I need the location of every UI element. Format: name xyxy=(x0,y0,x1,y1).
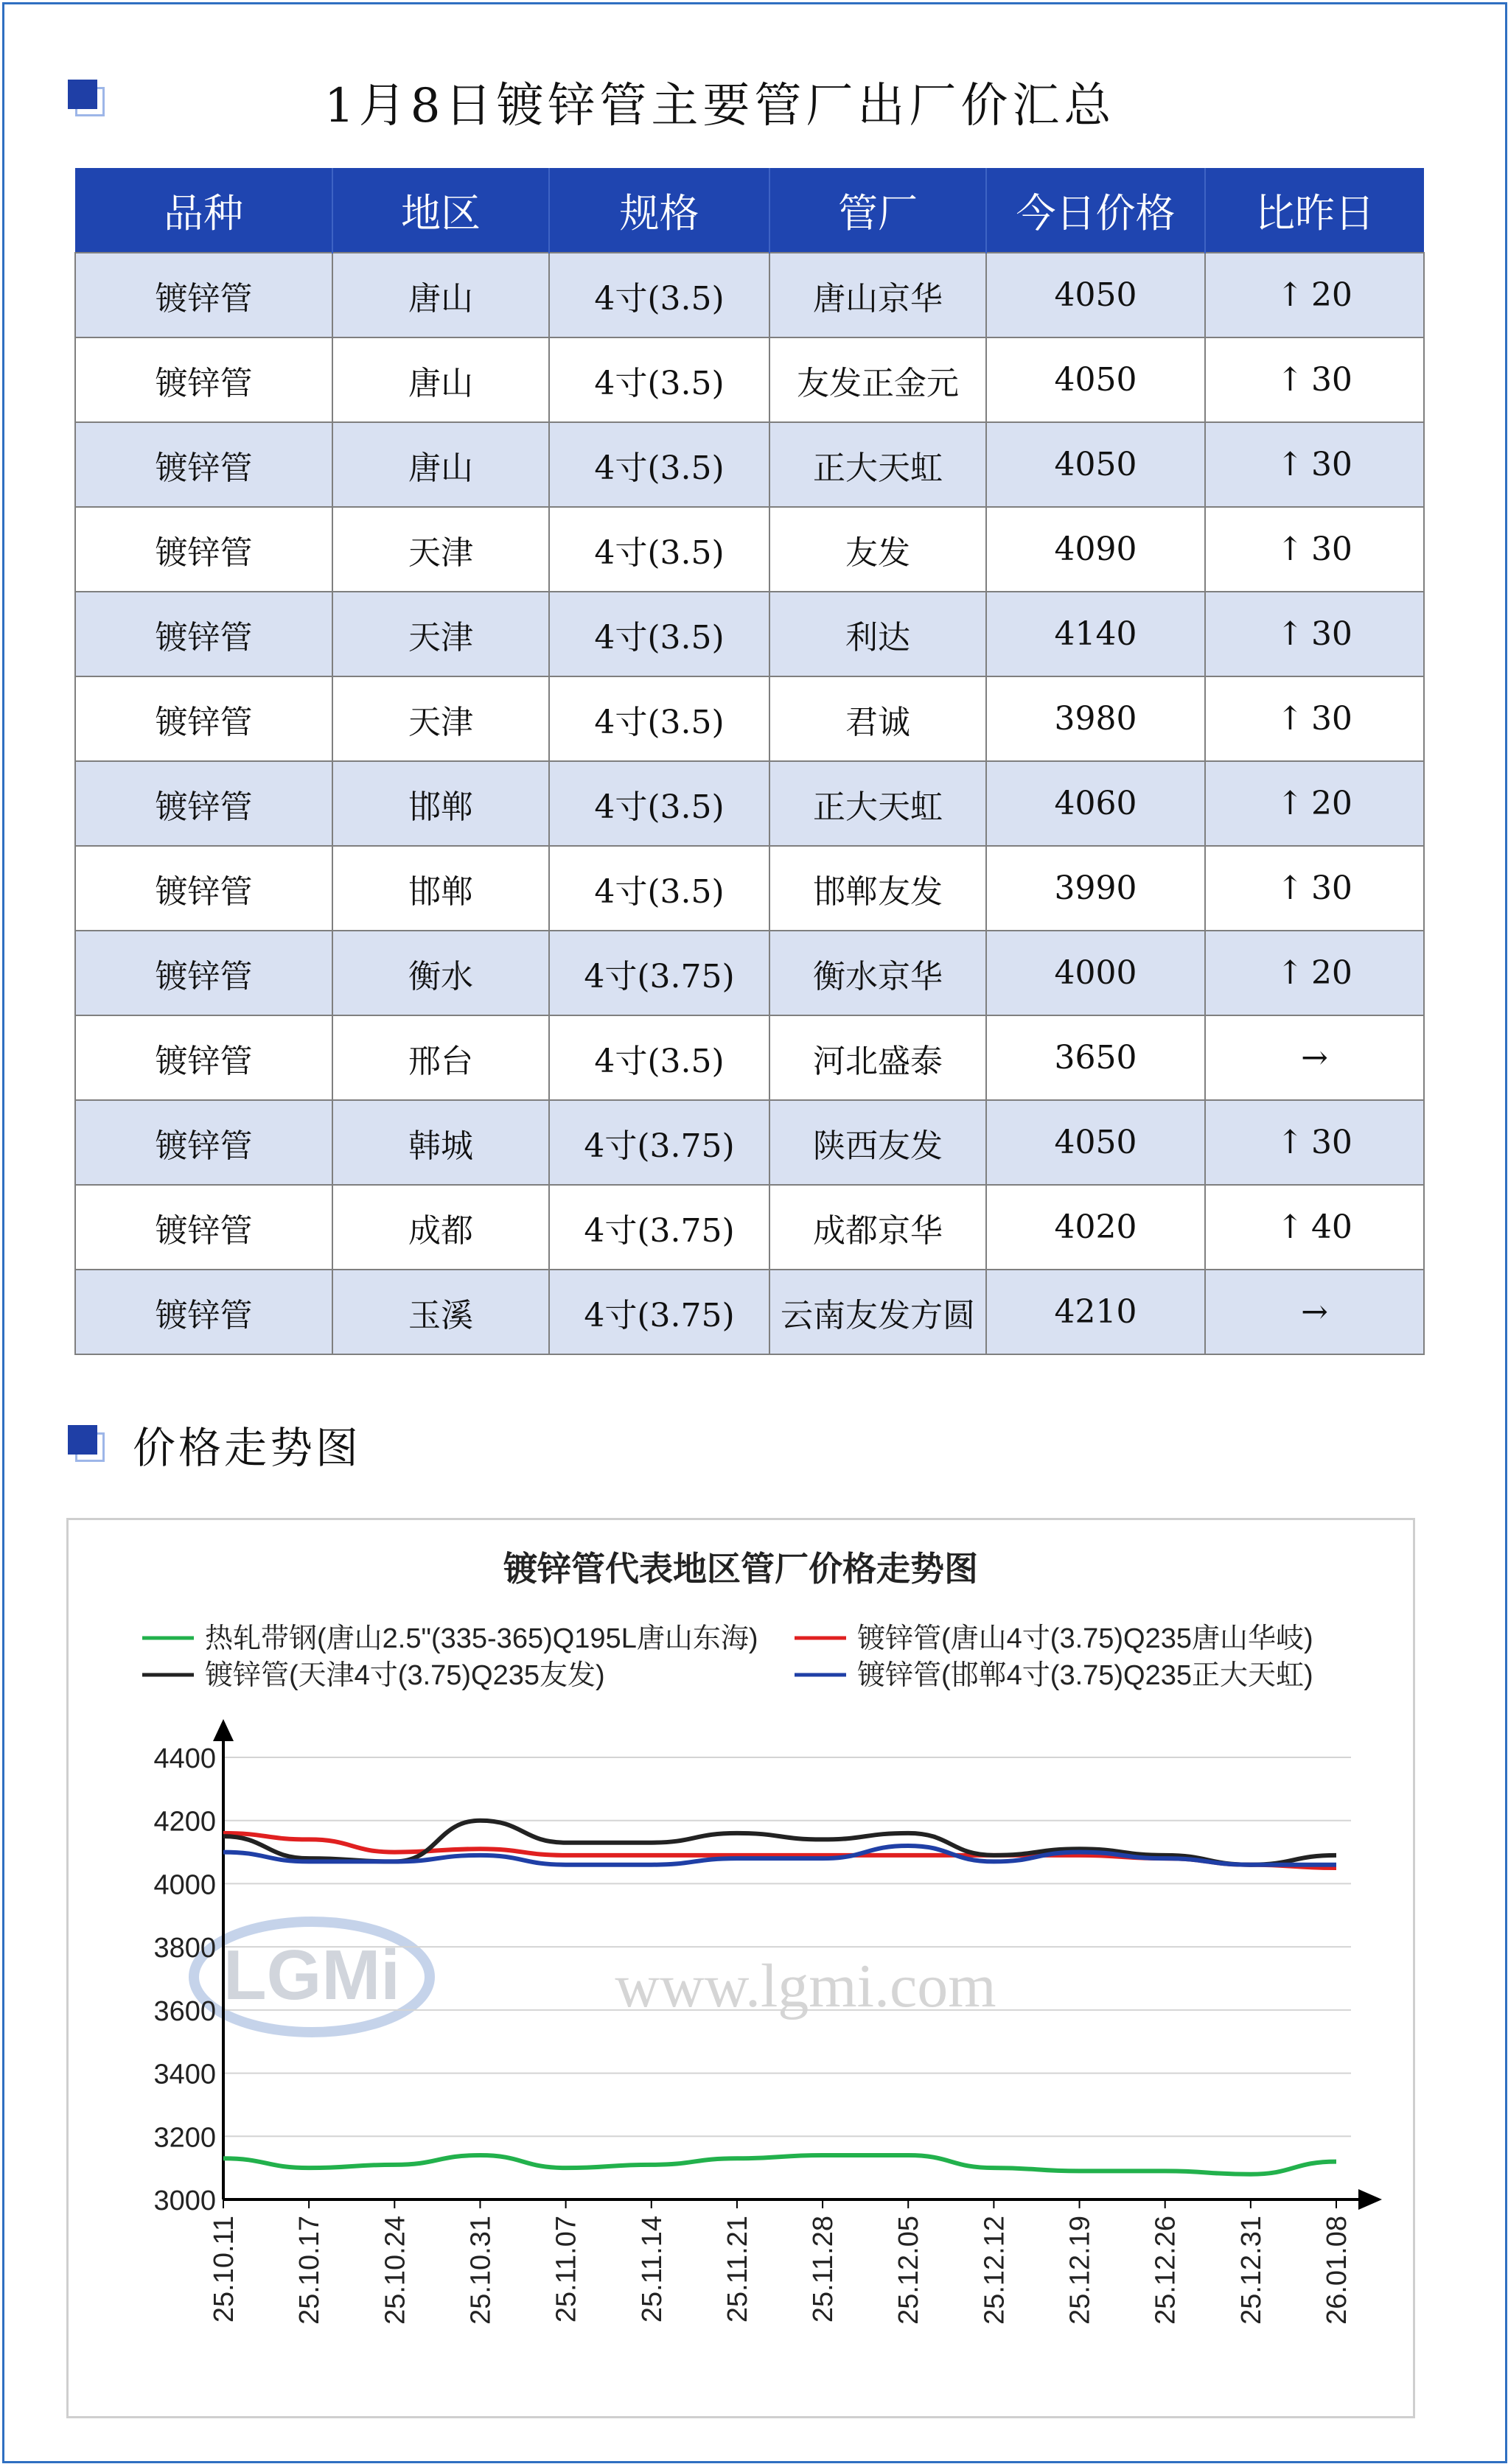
up-arrow-icon: ↑ xyxy=(1277,1124,1304,1161)
y-tick-label: 4000 xyxy=(153,1869,216,1901)
y-tick-label: 3200 xyxy=(153,2122,216,2154)
change-value: 30 xyxy=(1310,531,1352,568)
cell-mill: 正大天虹 xyxy=(769,422,986,507)
cell-change xyxy=(1205,761,1424,846)
flat-arrow-icon: → xyxy=(1301,1293,1328,1331)
watermark-logo: LGMi xyxy=(223,1936,400,2015)
change-value: 30 xyxy=(1310,446,1352,483)
cell-spec: 4寸(3.75) xyxy=(549,1270,769,1354)
cell-product: 镀锌管 xyxy=(75,931,332,1015)
x-tick-label: 25.12.05 xyxy=(893,2216,925,2325)
cell-mill: 正大天虹 xyxy=(769,761,986,846)
x-tick-label: 25.12.26 xyxy=(1150,2216,1181,2325)
cell-change xyxy=(1205,253,1424,337)
cell-spec: 4寸(3.75) xyxy=(549,1185,769,1270)
cell-price: 4020 xyxy=(986,1185,1205,1270)
cell-region: 天津 xyxy=(332,507,549,592)
cell-mill: 河北盛泰 xyxy=(769,1015,986,1100)
column-header-region: 地区 xyxy=(332,168,549,253)
cell-region: 衡水 xyxy=(332,931,549,1015)
x-tick-label: 25.11.14 xyxy=(636,2216,668,2323)
cell-mill: 陕西友发 xyxy=(769,1100,986,1185)
cell-price: 4050 xyxy=(986,1100,1205,1185)
legend-item xyxy=(142,1660,605,1691)
cell-product: 镀锌管 xyxy=(75,676,332,761)
cell-mill: 邯郸友发 xyxy=(769,846,986,931)
cell-region: 邯郸 xyxy=(332,846,549,931)
change-value: 30 xyxy=(1310,700,1352,738)
y-tick-label: 3400 xyxy=(153,2059,216,2090)
x-tick-label: 25.12.31 xyxy=(1235,2216,1267,2325)
cell-price: 4000 xyxy=(986,931,1205,1015)
table-row xyxy=(75,931,1424,1015)
y-tick-label: 3000 xyxy=(153,2185,216,2216)
legend-item xyxy=(795,1660,1313,1691)
cell-product: 镀锌管 xyxy=(75,592,332,676)
cell-region: 邢台 xyxy=(332,1015,549,1100)
table-row xyxy=(75,676,1424,761)
cell-change xyxy=(1205,931,1424,1015)
chart-legend xyxy=(142,1623,1313,1691)
change-value: 30 xyxy=(1310,361,1352,399)
x-tick-label: 25.11.21 xyxy=(722,2216,753,2323)
cell-change xyxy=(1205,676,1424,761)
table-row xyxy=(75,1015,1424,1100)
watermark xyxy=(194,1922,996,2032)
cell-mill: 成都京华 xyxy=(769,1185,986,1270)
cell-price: 3990 xyxy=(986,846,1205,931)
cell-product: 镀锌管 xyxy=(75,1270,332,1354)
legend-label: 镀锌管(唐山4寸(3.75)Q235唐山华岐) xyxy=(857,1623,1313,1654)
cell-change xyxy=(1205,1015,1424,1100)
change-value: 40 xyxy=(1310,1208,1352,1246)
column-header-mill: 管厂 xyxy=(769,168,986,253)
up-arrow-icon: ↑ xyxy=(1277,446,1304,483)
cell-region: 唐山 xyxy=(332,337,549,422)
cell-change xyxy=(1205,337,1424,422)
change-value: 30 xyxy=(1310,615,1352,653)
x-tick-label: 25.10.17 xyxy=(294,2216,326,2325)
cell-mill: 唐山京华 xyxy=(769,253,986,337)
cell-price: 4050 xyxy=(986,422,1205,507)
table-row xyxy=(75,337,1424,422)
cell-product: 镀锌管 xyxy=(75,422,332,507)
cell-change xyxy=(1205,422,1424,507)
cell-price: 4050 xyxy=(986,337,1205,422)
column-header-spec: 规格 xyxy=(549,168,769,253)
legend-item xyxy=(142,1623,758,1654)
cell-price: 4050 xyxy=(986,253,1205,337)
cell-product: 镀锌管 xyxy=(75,253,332,337)
change-value: 30 xyxy=(1310,1124,1352,1161)
cell-change xyxy=(1205,592,1424,676)
cell-mill: 友发 xyxy=(769,507,986,592)
legend-label: 镀锌管(邯郸4寸(3.75)Q235正大天虹) xyxy=(857,1660,1313,1691)
table-row xyxy=(75,1185,1424,1270)
up-arrow-icon: ↑ xyxy=(1277,1208,1304,1246)
section-title: 价格走势图 xyxy=(133,1423,362,1473)
cell-region: 天津 xyxy=(332,676,549,761)
table-header-row xyxy=(75,168,1424,253)
cell-change xyxy=(1205,1270,1424,1354)
cell-spec: 4寸(3.5) xyxy=(549,1015,769,1100)
cell-product: 镀锌管 xyxy=(75,761,332,846)
y-tick-label: 3600 xyxy=(153,1995,216,2027)
change-value: 20 xyxy=(1310,785,1352,822)
x-tick-label: 26.01.08 xyxy=(1322,2216,1352,2325)
cell-price: 4090 xyxy=(986,507,1205,592)
legend-label: 镀锌管(天津4寸(3.75)Q235友发) xyxy=(205,1660,605,1691)
up-arrow-icon: ↑ xyxy=(1277,361,1304,399)
legend-item xyxy=(795,1623,1313,1654)
flat-arrow-icon: → xyxy=(1301,1039,1328,1077)
cell-product: 镀锌管 xyxy=(75,507,332,592)
x-tick-label: 25.10.24 xyxy=(380,2216,411,2325)
change-value: 20 xyxy=(1310,276,1352,314)
cell-mill: 衡水京华 xyxy=(769,931,986,1015)
y-tick-labels xyxy=(153,1743,216,2216)
cell-spec: 4寸(3.5) xyxy=(549,592,769,676)
cell-price: 4140 xyxy=(986,592,1205,676)
trend-chart xyxy=(66,1518,1415,2418)
table-row xyxy=(75,1270,1424,1354)
cell-spec: 4寸(3.5) xyxy=(549,846,769,931)
chart-title: 镀锌管代表地区管厂价格走势图 xyxy=(503,1549,978,1589)
cell-product: 镀锌管 xyxy=(75,337,332,422)
table-row xyxy=(75,761,1424,846)
column-header-price: 今日价格 xyxy=(986,168,1205,253)
x-tick-label: 25.10.31 xyxy=(465,2216,497,2325)
x-tick-label: 25.10.11 xyxy=(209,2216,240,2323)
cell-mill: 友发正金元 xyxy=(769,337,986,422)
section-square-icon xyxy=(68,1425,105,1462)
cell-price: 3980 xyxy=(986,676,1205,761)
cell-spec: 4寸(3.5) xyxy=(549,337,769,422)
table-row xyxy=(75,592,1424,676)
up-arrow-icon: ↑ xyxy=(1277,615,1304,653)
cell-product: 镀锌管 xyxy=(75,1100,332,1185)
series-line xyxy=(223,2155,1336,2174)
watermark-url: www.lgmi.com xyxy=(615,1952,996,2020)
cell-region: 韩城 xyxy=(332,1100,549,1185)
cell-spec: 4寸(3.5) xyxy=(549,761,769,846)
cell-spec: 4寸(3.75) xyxy=(549,1100,769,1185)
change-value: 20 xyxy=(1310,954,1352,992)
cell-price: 3650 xyxy=(986,1015,1205,1100)
cell-spec: 4寸(3.5) xyxy=(549,253,769,337)
x-tick-label: 25.11.28 xyxy=(808,2216,839,2323)
y-axis-arrow-icon xyxy=(213,1719,234,1741)
table-row xyxy=(75,253,1424,337)
legend-label: 热轧带钢(唐山2.5"(335-365)Q195L唐山东海) xyxy=(205,1623,758,1654)
cell-region: 天津 xyxy=(332,592,549,676)
up-arrow-icon: ↑ xyxy=(1277,700,1304,738)
table-row xyxy=(75,507,1424,592)
cell-change xyxy=(1205,1185,1424,1270)
cell-region: 邯郸 xyxy=(332,761,549,846)
cell-product: 镀锌管 xyxy=(75,1015,332,1100)
cell-region: 唐山 xyxy=(332,253,549,337)
cell-change xyxy=(1205,846,1424,931)
cell-mill: 君诚 xyxy=(769,676,986,761)
up-arrow-icon: ↑ xyxy=(1277,785,1304,822)
cell-change xyxy=(1205,1100,1424,1185)
table-row xyxy=(75,1100,1424,1185)
table-row xyxy=(75,422,1424,507)
change-value: 30 xyxy=(1310,869,1352,907)
price-table xyxy=(74,168,1425,1355)
cell-region: 唐山 xyxy=(332,422,549,507)
x-tick-label: 25.11.07 xyxy=(551,2216,582,2323)
trend-chart-svg xyxy=(69,1520,1413,2416)
cell-price: 4210 xyxy=(986,1270,1205,1354)
cell-price: 4060 xyxy=(986,761,1205,846)
x-axis-arrow-icon xyxy=(1358,2189,1382,2210)
cell-change xyxy=(1205,507,1424,592)
cell-spec: 4寸(3.5) xyxy=(549,507,769,592)
y-tick-label: 4200 xyxy=(153,1806,216,1838)
up-arrow-icon: ↑ xyxy=(1277,531,1304,568)
cell-mill: 云南友发方圆 xyxy=(769,1270,986,1354)
cell-spec: 4寸(3.5) xyxy=(549,676,769,761)
up-arrow-icon: ↑ xyxy=(1277,869,1304,907)
x-tick-label: 25.12.12 xyxy=(979,2216,1010,2325)
x-tick-label: 25.12.19 xyxy=(1064,2216,1096,2325)
cell-spec: 4寸(3.75) xyxy=(549,931,769,1015)
up-arrow-icon: ↑ xyxy=(1277,276,1304,314)
cell-product: 镀锌管 xyxy=(75,1185,332,1270)
y-tick-label: 3800 xyxy=(153,1933,216,1964)
cell-region: 玉溪 xyxy=(332,1270,549,1354)
cell-spec: 4寸(3.5) xyxy=(549,422,769,507)
page-title: 1月8日镀锌管主要管厂出厂价汇总 xyxy=(324,79,1116,133)
column-header-change: 比昨日 xyxy=(1205,168,1424,253)
table-row xyxy=(75,846,1424,931)
cell-product: 镀锌管 xyxy=(75,846,332,931)
x-tick-labels xyxy=(209,2199,1352,2325)
section-square-icon xyxy=(68,80,105,116)
column-header-product: 品种 xyxy=(75,168,332,253)
cell-region: 成都 xyxy=(332,1185,549,1270)
y-tick-label: 4400 xyxy=(153,1743,216,1774)
up-arrow-icon: ↑ xyxy=(1277,954,1304,992)
cell-mill: 利达 xyxy=(769,592,986,676)
